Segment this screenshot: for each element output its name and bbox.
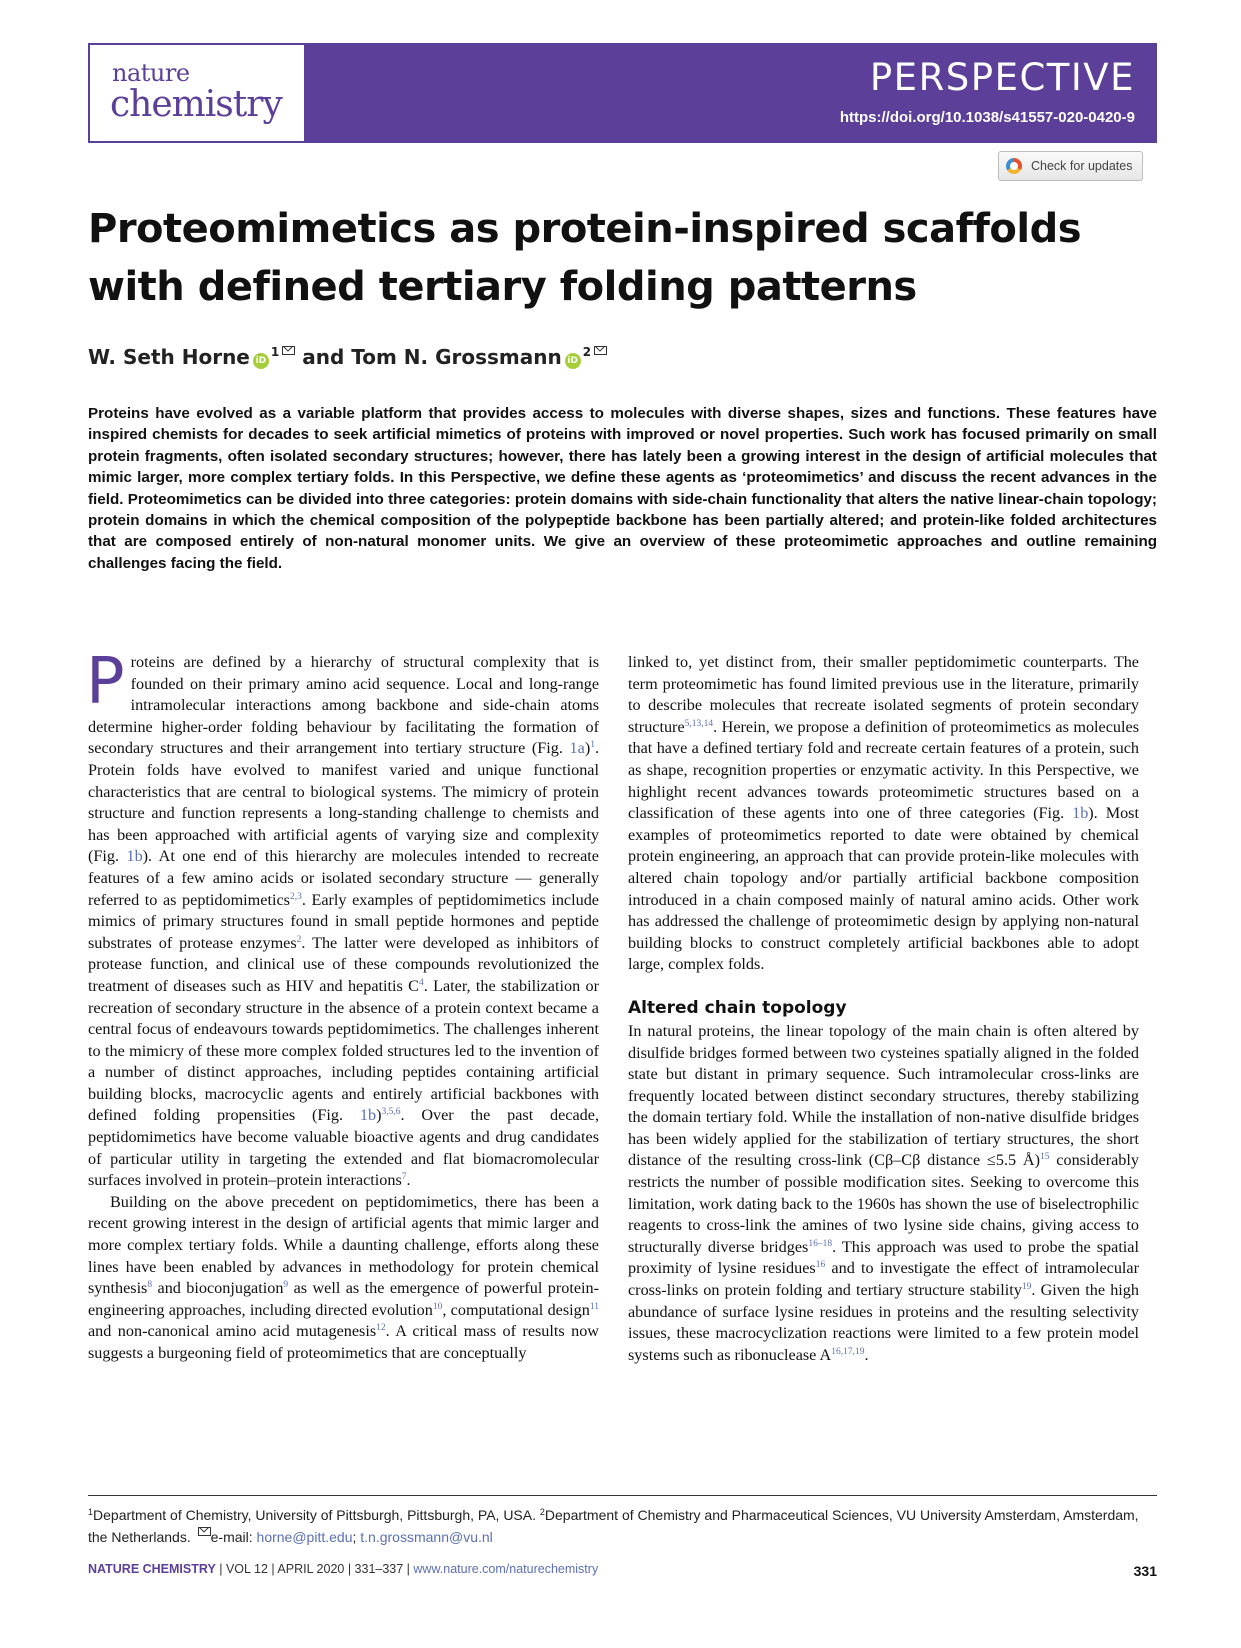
affiliation-marker: 2 <box>539 1507 545 1517</box>
email-link[interactable]: t.n.grossmann@vu.nl <box>360 1528 493 1545</box>
dropcap: P <box>86 645 125 719</box>
figure-link[interactable]: 1a <box>569 739 585 758</box>
envelope-icon[interactable] <box>594 346 607 355</box>
citation-ref[interactable]: 2,3 <box>289 891 302 902</box>
logo-chemistry-text: chemistry <box>110 84 282 125</box>
text-run: . Later, the stabilization or recreation of secondary structure in the absence of a protein context became a central focus of endeavours towards peptidomimetics. The challenges inherent to the mimicry of these more complex folded structures led to the invention of a number of distinct approaches, including peptides containing artificial building blocks, macrocyclic agents and entirely artificial backbones with defined folding propensities (Fig. <box>88 976 599 1125</box>
text-run: roteins are defined by a hierarchy of structural complexity that is founded on their primary amino acid sequence. Local and long-range intramolecular interactions among backbone and side-chain atoms determine higher-order folding behaviour by facilitating the formation of secondary structures and their arrangement into tertiary structure (Fig. <box>88 653 599 758</box>
text-run: ) <box>376 1106 382 1125</box>
citation-ref[interactable]: 11 <box>589 1301 599 1312</box>
email-label: e-mail: <box>210 1528 257 1545</box>
email-separator: ; <box>352 1528 361 1545</box>
text-run: linked to, yet distinct from, their smaller peptidomimetic counterparts. The term proteomimetic has found limited previous use in the literature, primarily to describe molecules that recreate isolated segments of protein secondary structure <box>628 653 1139 736</box>
check-for-updates-label: Check for updates <box>1031 159 1133 173</box>
affiliation-marker: 1 <box>88 1507 94 1517</box>
text-run: . <box>864 1345 869 1364</box>
figure-link[interactable]: 1b <box>126 847 143 866</box>
orcid-icon[interactable]: iD <box>565 353 581 369</box>
citation-ref[interactable]: 9 <box>283 1280 289 1291</box>
text-run: Building on the above precedent on peptidomimetics, there has been a recent growing interest in the design of artificial agents that mimic larger and more complex tertiary folds. While a daunting challenge, efforts along these lines have been enabled by advances in methodology for protein chemical synthesis <box>88 1192 599 1298</box>
body-paragraph <box>628 652 1139 976</box>
article-title: Proteomimetics as protein-inspired scaffolds with defined tertiary folding patterns <box>88 206 1082 310</box>
text-run: . Protein folds have evolved to manifest varied and unique functional characteristics that are central to biological systems. The mimicry of protein structure and function represents a long-standing challenge to chemists and has been approached with artificial agents of varying size and complexity (Fig. <box>88 739 599 866</box>
text-run: ). Most examples of proteomimetics reported to date were obtained by chemical protein engineering, an approach that can provide protein-like molecules with altered chain topology and/or partially artificial backbone composition introduced in a chain composed mainly of natural amino acids. Other work has addressed the challenge of proteomimetic design by applying non-natural building blocks to construct completely artificial backbones able to adopt large, complex folds. <box>628 804 1139 974</box>
body-paragraph <box>86 645 600 1192</box>
citation-ref[interactable]: 10 <box>432 1301 443 1312</box>
citation-ref[interactable]: 7 <box>401 1172 407 1183</box>
citation-ref[interactable]: 4 <box>418 977 424 988</box>
text-run: . The latter were developed as inhibitors of protease function, and clinical use of these compounds revolutionized the treatment of diseases such as HIV and hepatitis C <box>88 933 600 995</box>
text-run: In natural proteins, the linear topology of the main chain is often altered by disulfide bridges formed between two cysteines spatially aligned in the folded state but distant in primary sequence. Such intramolecular cross-links are frequently located between distinct secondary structures, thereby stabilizing the domain tertiary fold. While the installation of non-native disulfide bridges has been widely applied for the stabilization of tertiary structures, the short distance of the resulting cross-link (Cβ–Cβ distance ≤5.5 Å) <box>628 1021 1139 1170</box>
article-type-label: PERSPECTIVE <box>869 56 1135 99</box>
citation-ref[interactable]: 16,17,19 <box>831 1346 865 1357</box>
text-run: . Given the high abundance of surface lysine residues in proteins and the resulting selectivity issues, these macrocyclization reactions were limited to a few protein model systems such as ribonuclease A <box>628 1281 1139 1364</box>
text-run: . A critical mass of results now suggests a burgeoning field of proteomimetics that are conceptually <box>88 1322 599 1362</box>
text-run: . This approach was used to probe the spatial proximity of lysine residues <box>628 1237 1139 1278</box>
text-run: . <box>406 1171 411 1190</box>
page-number: 331 <box>1133 1563 1157 1579</box>
author-list <box>88 345 607 369</box>
page-footer <box>88 1562 598 1576</box>
logo-nature-text: nature <box>112 59 190 87</box>
text-run: considerably restricts the number of possible modification sites. Seeking to overcome this limitation, work dating back to the 1960s has shown the use of biselectrophilic reagents to cross-link the amines of two lysine side chains, giving access to structurally diverse bridges <box>628 1151 1139 1256</box>
citation-ref[interactable]: 12 <box>376 1323 386 1334</box>
envelope-icon <box>198 1527 211 1536</box>
text-run: as well as the emergence of powerful protein-engineering approaches, including directed evolution <box>88 1279 599 1319</box>
footer-journal-url[interactable]: www.nature.com/naturechemistry <box>413 1562 599 1576</box>
citation-ref[interactable]: 8 <box>147 1280 153 1291</box>
author-name[interactable]: W. Seth Horne <box>88 345 250 369</box>
envelope-icon[interactable] <box>282 346 295 355</box>
body-column-left <box>86 645 600 1365</box>
footnote-divider <box>88 1495 1157 1496</box>
body-paragraph <box>628 1021 1139 1367</box>
affiliation-text: Department of Chemistry and Pharmaceutical Sciences, VU University Amsterdam, Amsterdam, the Netherlands. <box>88 1507 1139 1545</box>
affiliations-footnote <box>88 1502 1157 1548</box>
section-heading: Altered chain topology <box>628 997 847 1018</box>
text-run: and to investigate the effect of intramolecular cross-links on protein folding and tertiary structure stability <box>628 1259 1139 1300</box>
crossmark-icon <box>1006 158 1022 174</box>
abstract: Proteins have evolved as a variable platform that provides access to molecules with diverse shapes, sizes and functions. These features have inspired chemists for decades to seek artificial mimetics of proteins with improved or novel properties. Such work has focused primarily on small protein fragments, often isolated secondary structures; however, there has lately been a growing interest in the design of artificial molecules that mimic larger, more complex tertiary folds. In this Perspective, we define these agents as ‘proteomimetics’ and discuss the recent advances in the field. Proteomimetics can be divided into three categories: protein domains with side-chain functionality that alters the native linear-chain topology; protein domains in which the chemical composition of the polypeptide backbone has been partially altered; and protein-like folded architectures that are composed entirely of non-natural monomer units. We give an overview of these proteomimetic approaches and outline remaining challenges facing the field. <box>88 405 1157 572</box>
citation-ref[interactable]: 1 <box>590 740 595 751</box>
text-run: . Early examples of peptidomimetics include mimics of primary structures found in small peptide hormones and peptide substrates of protease enzymes <box>88 890 599 952</box>
citation-ref[interactable]: 16–18 <box>808 1238 833 1249</box>
footer-journal-name: NATURE CHEMISTRY <box>88 1562 216 1576</box>
affiliation-marker: 1 <box>270 345 280 359</box>
journal-banner <box>88 43 1157 143</box>
citation-ref[interactable]: 19 <box>1021 1282 1032 1293</box>
text-run: and bioconjugation <box>152 1279 284 1298</box>
body-column-right <box>628 652 1139 1366</box>
body-paragraph <box>88 1192 599 1365</box>
citation-ref[interactable]: 5,13,14 <box>684 718 714 729</box>
doi-link[interactable]: https://doi.org/10.1038/s41557-020-0420-9 <box>839 109 1135 126</box>
figure-link[interactable]: 1b <box>359 1106 377 1125</box>
text-run: , computational design <box>442 1300 590 1319</box>
author-joiner: and <box>302 345 345 369</box>
text-run: . Herein, we propose a definition of proteomimetics as molecules that have a defined tertiary fold and recreate certain features of a protein, such as shape, recognition properties or enzymatic activity. In this Perspective, we highlight recent advances towards proteomimetic structures based on a classification of these agents into one of three categories (Fig. <box>628 717 1139 823</box>
text-run: . Over the past decade, peptidomimetics have become valuable bioactive agents and drug candidates of particular utility in targeting the extended and flat biomacromolecular surfaces involved in protein–protein interactions <box>88 1106 599 1190</box>
footer-issue-details: | VOL 12 | APRIL 2020 | 331–337 | <box>215 1562 414 1576</box>
affiliation-marker: 2 <box>582 345 592 359</box>
citation-ref[interactable]: 15 <box>1039 1152 1050 1163</box>
affiliation-text: Department of Chemistry, University of Pittsburgh, Pittsburgh, PA, USA. <box>93 1507 540 1523</box>
figure-link[interactable]: 1b <box>1072 804 1089 823</box>
text-run: and non-canonical amino acid mutagenesis <box>88 1322 377 1341</box>
text-run: ). At one end of this hierarchy are molecules intended to recreate features of a few amino acids or isolated secondary structure — generally referred to as peptidomimetics <box>88 847 599 909</box>
journal-logo[interactable] <box>90 45 304 141</box>
author-name[interactable]: Tom N. Grossmann <box>351 345 562 369</box>
citation-ref[interactable]: 2 <box>296 934 302 945</box>
text-run: ) <box>584 739 591 758</box>
citation-ref[interactable]: 16 <box>815 1260 826 1271</box>
check-for-updates-button[interactable] <box>998 151 1143 181</box>
email-link[interactable]: horne@pitt.edu <box>256 1528 353 1545</box>
citation-ref[interactable]: 3,5,6 <box>381 1107 401 1118</box>
orcid-icon[interactable]: iD <box>253 353 269 369</box>
